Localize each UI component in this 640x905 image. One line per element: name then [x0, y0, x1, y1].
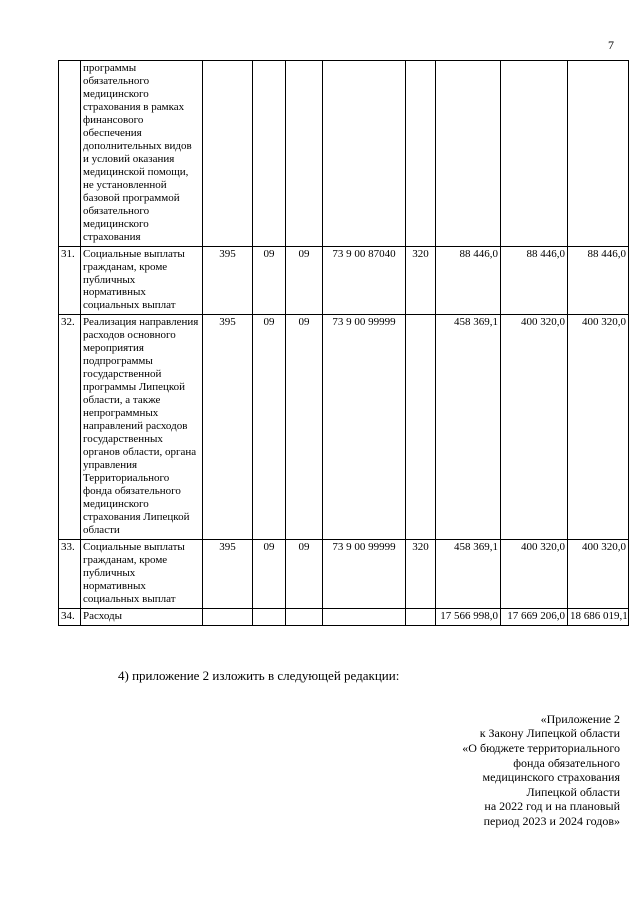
cell-grbs: 395: [203, 315, 253, 539]
cell-razdel: [253, 61, 286, 247]
annex-line: к Закону Липецкой области: [479, 726, 620, 741]
cell-csr-code: [323, 61, 406, 247]
annex-line: медицинского страхования: [482, 770, 620, 785]
cell-razdel: [253, 608, 286, 625]
cell-csr-code: 73 9 00 87040: [323, 246, 406, 315]
cell-amount-2023: 400 320,0: [501, 315, 568, 539]
cell-amount-2022: 458 369,1: [436, 539, 501, 608]
cell-vr-code: [406, 315, 436, 539]
cell-podrazdel: 09: [286, 246, 323, 315]
cell-amount-2023: [501, 61, 568, 247]
annex-line: фонда обязательного: [513, 755, 620, 770]
cell-amount-2023: 88 446,0: [501, 246, 568, 315]
table-row: [59, 539, 629, 608]
table-row: [59, 61, 629, 247]
cell-row-number: [59, 61, 81, 247]
cell-vr-code: [406, 608, 436, 625]
cell-name: Социальные выплаты гражданам, кроме публичных нормативных социальных выплат: [81, 539, 203, 608]
cell-amount-2024: 400 320,0: [568, 315, 629, 539]
cell-amount-2023: 17 669 206,0: [501, 608, 568, 625]
annex-line: «О бюджете территориального: [462, 740, 620, 755]
annex-line: на 2022 год и на плановый: [484, 799, 620, 814]
cell-razdel: 09: [253, 315, 286, 539]
table-row: [59, 608, 629, 625]
cell-amount-2022: 88 446,0: [436, 246, 501, 315]
cell-amount-2024: 400 320,0: [568, 539, 629, 608]
cell-row-number: 32.: [59, 315, 81, 539]
budget-table: [58, 60, 629, 626]
cell-amount-2022: [436, 61, 501, 247]
cell-name: Расходы: [81, 608, 203, 625]
cell-grbs: 395: [203, 539, 253, 608]
page-number: 7: [608, 38, 614, 52]
cell-grbs: [203, 61, 253, 247]
cell-podrazdel: [286, 608, 323, 625]
cell-grbs: [203, 608, 253, 625]
cell-name: Реализация направления расходов основного мероприятия подпрограммы государственной программы Липецкой области, а также непрограммных направлений расходов государственных органов области, органа управления Территориального фонда обязательного медицинского страхования Липецкой области: [81, 315, 203, 539]
table-row: [59, 315, 629, 539]
annex-line: «Приложение 2: [540, 711, 620, 726]
cell-razdel: 09: [253, 539, 286, 608]
cell-podrazdel: [286, 61, 323, 247]
cell-name: программы обязательного медицинского страхования в рамках финансового обеспечения дополнительных видов и условий оказания медицинской помощи, не установленной базовой программой обязательного медицинского страхования: [81, 61, 203, 247]
cell-vr-code: 320: [406, 246, 436, 315]
cell-amount-2023: 400 320,0: [501, 539, 568, 608]
cell-csr-code: [323, 608, 406, 625]
cell-row-number: 34.: [59, 608, 81, 625]
cell-amount-2024: 88 446,0: [568, 246, 629, 315]
annex-line: Липецкой области: [526, 784, 620, 799]
annex-reference-block: [58, 712, 620, 829]
cell-podrazdel: 09: [286, 539, 323, 608]
annex-line: период 2023 и 2024 годов»: [483, 814, 620, 829]
cell-vr-code: [406, 61, 436, 247]
cell-amount-2022: 17 566 998,0: [436, 608, 501, 625]
amendment-paragraph: 4) приложение 2 изложить в следующей редакции:: [118, 667, 400, 683]
cell-amount-2024: 18 686 019,1: [568, 608, 629, 625]
cell-vr-code: 320: [406, 539, 436, 608]
cell-row-number: 31.: [59, 246, 81, 315]
cell-row-number: 33.: [59, 539, 81, 608]
cell-grbs: 395: [203, 246, 253, 315]
cell-razdel: 09: [253, 246, 286, 315]
cell-csr-code: 73 9 00 99999: [323, 539, 406, 608]
cell-podrazdel: 09: [286, 315, 323, 539]
cell-name: Социальные выплаты гражданам, кроме публичных нормативных социальных выплат: [81, 246, 203, 315]
cell-amount-2024: [568, 61, 629, 247]
cell-csr-code: 73 9 00 99999: [323, 315, 406, 539]
cell-amount-2022: 458 369,1: [436, 315, 501, 539]
table-row: [59, 246, 629, 315]
